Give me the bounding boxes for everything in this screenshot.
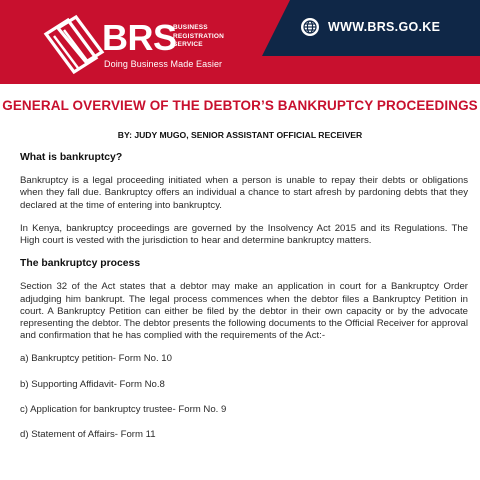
logo-tagline: Doing Business Made Easier — [104, 59, 223, 69]
logo-subtitle-line: SERVICE — [173, 41, 203, 48]
logo-text: BRS — [102, 17, 177, 58]
paragraph: Section 32 of the Act states that a debtor may make an application in court for a Bankruptcy Order adjudging him bankrupt. The legal process commences when the debtor files a Bankruptcy Petition in court. A Bankruptcy Petition can either be filed by the debtor in their own capacity or by the advocate representing the debtor. The debtor presents the following documents to the Official Receiver for approval and confirmation that he has complied with the requirements of the Act:- — [20, 281, 468, 342]
article-byline: BY: JUDY MUGO, SENIOR ASSISTANT OFFICIAL RECEIVER — [117, 130, 363, 140]
list-item: d) Statement of Affairs- Form 11 — [20, 429, 156, 441]
logo-subtitle-line: BUSINESS — [173, 24, 208, 31]
website-link[interactable] — [300, 16, 440, 38]
logo-subtitle — [173, 24, 253, 50]
list-item: c) Application for bankruptcy trustee- Form No. 9 — [20, 403, 227, 415]
paragraph: Bankruptcy is a legal proceeding initiated when a person is unable to repay their debts or obligations when they fall due. Bankruptcy offers an individual a chance to start afresh by pardoning debts that they declared at the time of entering into bankruptcy. — [20, 175, 468, 211]
paragraph: In Kenya, bankruptcy proceedings are governed by the Insolvency Act 2015 and its Regulations. The High court is vested with the jurisdiction to hear and determine bankruptcy matters. — [20, 222, 468, 247]
globe-icon — [300, 17, 320, 37]
header-banner — [0, 0, 480, 84]
list-item: b) Supporting Affidavit- Form No.8 — [20, 378, 165, 390]
logo-subtitle-line: REGISTRATION — [173, 32, 225, 40]
article-title: GENERAL OVERVIEW OF THE DEBTOR’S BANKRUPTCY PROCEEDINGS — [2, 98, 478, 113]
brs-logo[interactable] — [40, 14, 270, 78]
brs-logo-mark-icon — [40, 14, 110, 78]
list-item: a) Bankruptcy petition- Form No. 10 — [20, 353, 172, 365]
article-body — [20, 152, 468, 454]
section-heading: What is bankruptcy? — [20, 152, 123, 163]
website-url[interactable]: WWW.BRS.GO.KE — [328, 20, 441, 34]
section-heading: The bankruptcy process — [20, 258, 141, 270]
